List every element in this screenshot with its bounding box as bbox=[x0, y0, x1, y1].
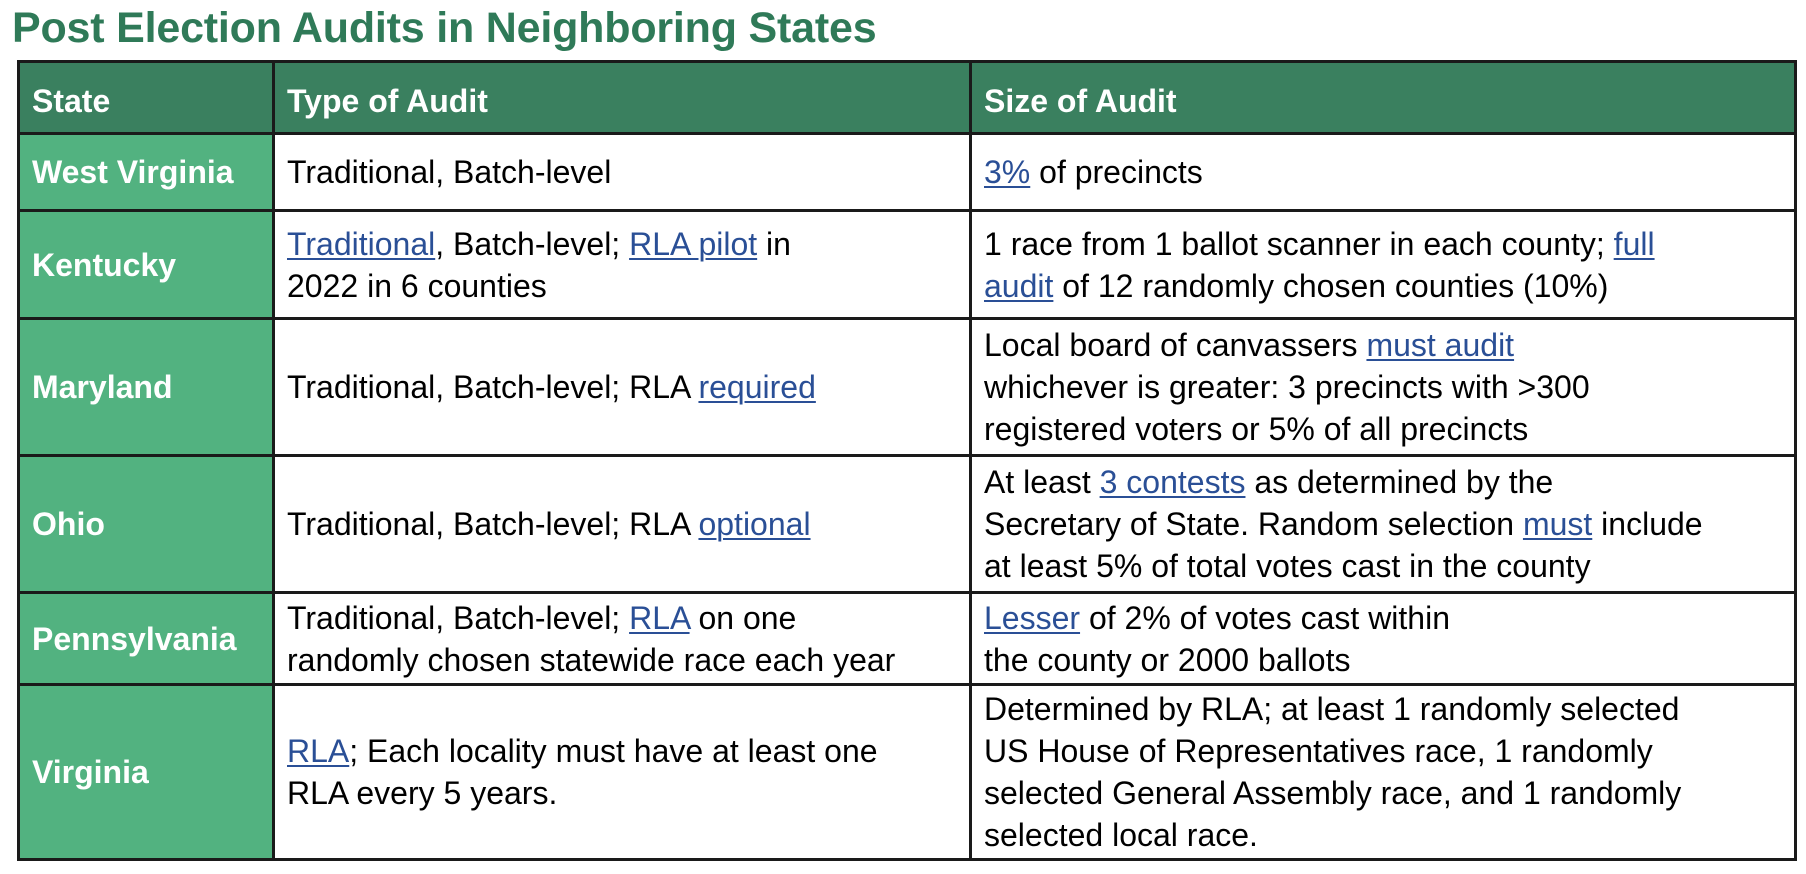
table-row bbox=[19, 211, 1796, 319]
size-cell bbox=[971, 211, 1796, 319]
type-line bbox=[287, 223, 957, 265]
state-cell: West Virginia bbox=[19, 134, 274, 211]
table-row bbox=[19, 134, 1796, 211]
type-text: , Batch-level; bbox=[435, 225, 630, 262]
type-cell bbox=[274, 211, 971, 319]
state-cell: Maryland bbox=[19, 319, 274, 456]
table-row bbox=[19, 456, 1796, 593]
type-text: Traditional, Batch-level bbox=[287, 154, 612, 190]
size-text: whichever is greater: 3 precincts with >300 bbox=[984, 369, 1590, 405]
type-line bbox=[287, 639, 957, 681]
size-line bbox=[984, 730, 1782, 772]
type-line bbox=[287, 730, 957, 772]
type-line bbox=[287, 151, 957, 193]
size-text: of 12 randomly chosen counties (10%) bbox=[1053, 267, 1609, 304]
header-size-of-audit: Size of Audit bbox=[971, 62, 1796, 134]
size-cell bbox=[971, 685, 1796, 860]
size-cell bbox=[971, 319, 1796, 456]
type-cell bbox=[274, 685, 971, 860]
size-line bbox=[984, 265, 1782, 307]
size-line bbox=[984, 688, 1782, 730]
size-text: include bbox=[1592, 506, 1703, 542]
header-type-of-audit: Type of Audit bbox=[274, 62, 971, 134]
type-text: Traditional, Batch-level; RLA bbox=[287, 506, 699, 542]
header-state: State bbox=[19, 62, 274, 134]
size-text: of precincts bbox=[1030, 154, 1203, 190]
type-cell bbox=[274, 456, 971, 593]
state-cell: Pennsylvania bbox=[19, 593, 274, 685]
state-cell: Kentucky bbox=[19, 211, 274, 319]
type-line bbox=[287, 597, 957, 639]
rla-link[interactable]: RLA bbox=[629, 599, 690, 636]
rla-pilot-link[interactable]: RLA pilot bbox=[629, 225, 758, 262]
size-text: Secretary of State. Random selection bbox=[984, 506, 1523, 542]
size-line bbox=[984, 814, 1782, 856]
type-text: Traditional, Batch-level; bbox=[287, 599, 630, 636]
size-line bbox=[984, 597, 1782, 639]
type-cell bbox=[274, 319, 971, 456]
type-text: Traditional, Batch-level; RLA bbox=[287, 369, 699, 405]
required-link[interactable]: required bbox=[698, 369, 816, 405]
page-title: Post Election Audits in Neighboring States bbox=[12, 4, 877, 52]
rla-link[interactable]: RLA bbox=[287, 733, 350, 769]
size-text: registered voters or 5% of all precincts bbox=[984, 411, 1529, 447]
3-contests-link[interactable]: 3 contests bbox=[1099, 464, 1246, 500]
size-text: selected local race. bbox=[984, 817, 1258, 853]
must-link[interactable]: must bbox=[1522, 506, 1593, 542]
state-cell: Virginia bbox=[19, 685, 274, 860]
audits-table bbox=[17, 60, 1797, 861]
type-text: RLA every 5 years. bbox=[287, 775, 558, 811]
traditional-link[interactable]: Traditional bbox=[287, 225, 436, 262]
size-text: as determined by the bbox=[1245, 464, 1554, 500]
size-cell bbox=[971, 593, 1796, 685]
size-text: At least bbox=[984, 464, 1100, 500]
size-line bbox=[984, 772, 1782, 814]
size-line bbox=[984, 503, 1782, 545]
table-row bbox=[19, 319, 1796, 456]
size-line bbox=[984, 639, 1782, 681]
size-cell bbox=[971, 134, 1796, 211]
table-row bbox=[19, 685, 1796, 860]
size-line bbox=[984, 324, 1782, 366]
size-line bbox=[984, 461, 1782, 503]
must-audit-link[interactable]: must audit bbox=[1366, 327, 1515, 363]
header-row bbox=[19, 62, 1796, 134]
size-text: Local board of canvassers bbox=[984, 327, 1367, 363]
size-text: Determined by RLA; at least 1 randomly selected bbox=[984, 691, 1680, 727]
size-line bbox=[984, 545, 1782, 587]
full-audit-link[interactable]: full bbox=[1613, 225, 1655, 262]
size-cell bbox=[971, 456, 1796, 593]
state-cell: Ohio bbox=[19, 456, 274, 593]
type-line bbox=[287, 772, 957, 814]
type-cell bbox=[274, 593, 971, 685]
full-audit-link[interactable]: audit bbox=[984, 267, 1054, 304]
size-line bbox=[984, 408, 1782, 450]
type-text: ; Each locality must have at least one bbox=[349, 733, 878, 769]
type-cell bbox=[274, 134, 971, 211]
size-text: the county or 2000 ballots bbox=[984, 641, 1351, 678]
size-text: of 2% of votes cast within bbox=[1080, 599, 1450, 636]
size-text: at least 5% of total votes cast in the county bbox=[984, 548, 1591, 584]
lesser-link[interactable]: Lesser bbox=[984, 599, 1081, 636]
table-row bbox=[19, 593, 1796, 685]
size-text: 1 race from 1 ballot scanner in each county; bbox=[984, 225, 1614, 262]
optional-link[interactable]: optional bbox=[698, 506, 811, 542]
type-text: 2022 in 6 counties bbox=[287, 267, 547, 304]
type-line bbox=[287, 265, 957, 307]
type-text: in bbox=[757, 225, 791, 262]
size-line bbox=[984, 151, 1782, 193]
type-line bbox=[287, 366, 957, 408]
type-text: randomly chosen statewide race each year bbox=[287, 641, 896, 678]
size-line bbox=[984, 223, 1782, 265]
type-line bbox=[287, 503, 957, 545]
type-text: on one bbox=[689, 599, 797, 636]
size-link[interactable]: 3% bbox=[984, 154, 1031, 190]
size-text: US House of Representatives race, 1 randomly bbox=[984, 733, 1653, 769]
size-line bbox=[984, 366, 1782, 408]
size-text: selected General Assembly race, and 1 randomly bbox=[984, 775, 1682, 811]
